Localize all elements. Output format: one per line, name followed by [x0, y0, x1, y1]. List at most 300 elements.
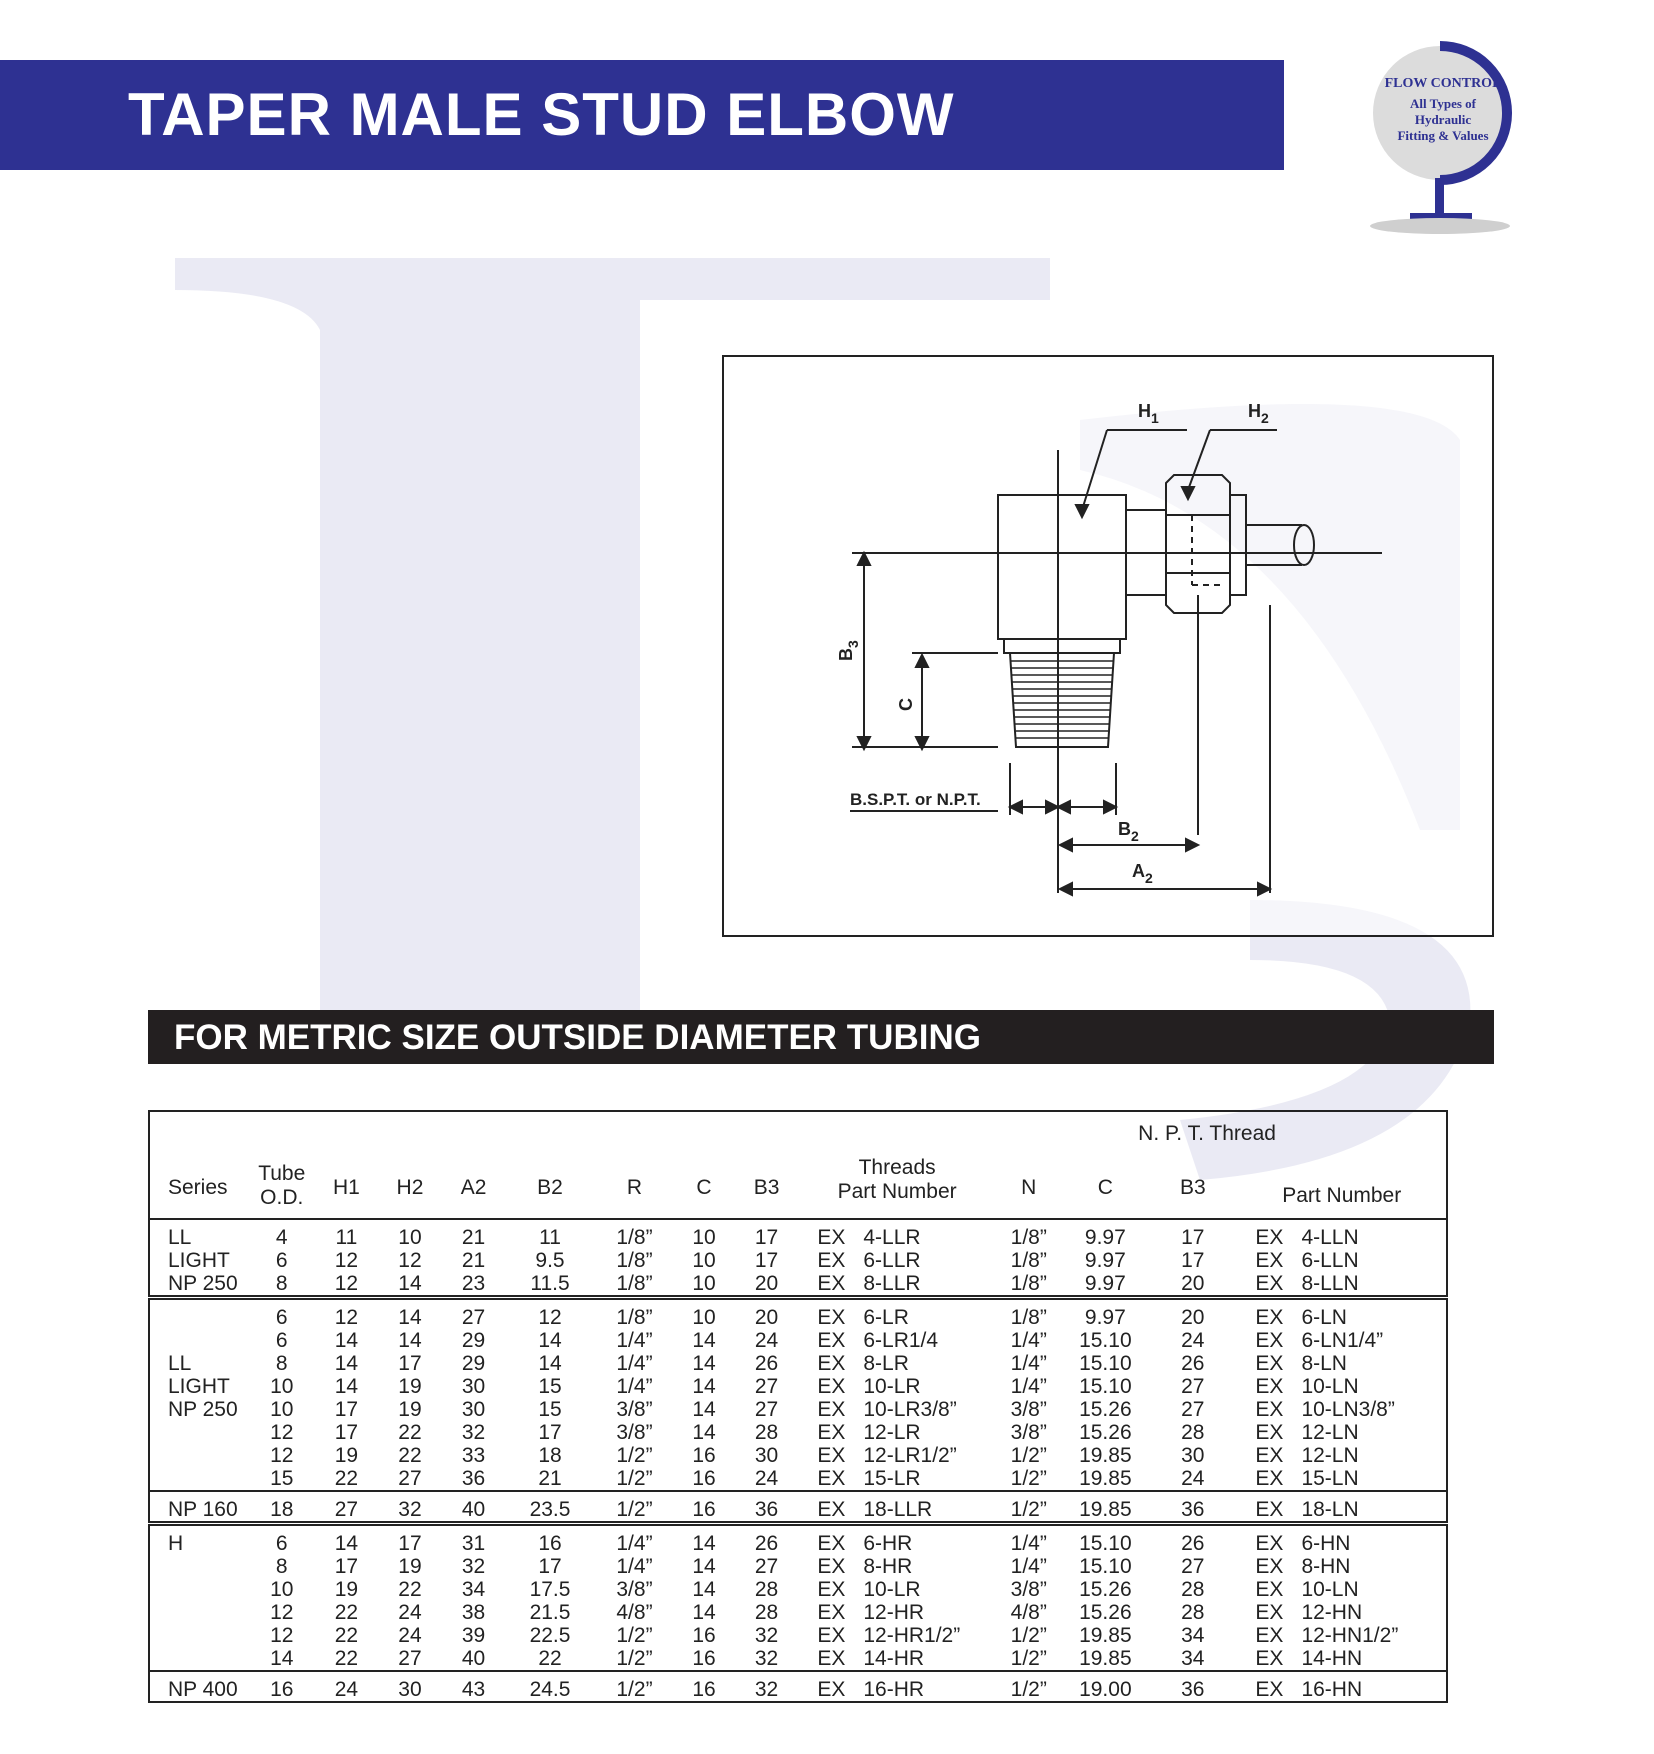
cell-npt-b3: 27 [1181, 1375, 1205, 1398]
col-r: R [626, 1176, 643, 1199]
cell-npt-prefix: EX [1255, 1398, 1284, 1421]
table-body [149, 1219, 1447, 1702]
cell-npt-part: 18-LN [1283, 1491, 1447, 1524]
series-cell: LIGHT [168, 1375, 230, 1398]
cell-npt-c: 9.97 [1084, 1272, 1126, 1295]
table-row [149, 1555, 1447, 1578]
cell-n: 1/4” [995, 1524, 1063, 1556]
cell-c: 14 [692, 1601, 716, 1624]
series-cell [149, 1624, 249, 1647]
cell-b3: 24 [754, 1329, 779, 1352]
series-cell: NP 160 [149, 1491, 249, 1524]
cell-c: 10 [692, 1272, 716, 1295]
series-cell: LL [168, 1226, 192, 1249]
cell-tube-od: 12 [270, 1444, 294, 1467]
col-c: C [696, 1176, 712, 1199]
cell-a2: 29 [461, 1329, 486, 1352]
cell-thread-prefix: EX [817, 1249, 846, 1272]
cell-tube-od: 8 [275, 1352, 288, 1375]
cell-b3: 17 [754, 1249, 779, 1272]
cell-npt-prefix: EX [1255, 1444, 1284, 1467]
cell-r: 1/4” [616, 1555, 653, 1578]
table-header-row [149, 1111, 1447, 1219]
table-row [149, 1671, 1447, 1702]
cell-npt-part: 10-LN [1301, 1375, 1359, 1398]
page-title: TAPER MALE STUD ELBOW [128, 81, 955, 148]
cell-n: 1/2” [995, 1491, 1063, 1524]
cell-npt-c: 15.26 [1079, 1601, 1132, 1624]
cell-b2: 17 [538, 1421, 562, 1444]
cell-npt-prefix: EX [1255, 1352, 1284, 1375]
series-cell: NP 400 [149, 1671, 249, 1702]
cell-thread-part: 18-LLR [845, 1491, 995, 1524]
cell-tube-od: 18 [249, 1491, 315, 1524]
cell-a2: 40 [461, 1647, 486, 1670]
cell-npt-c: 9.97 [1084, 1226, 1126, 1249]
cell-npt-prefix: EX [1237, 1524, 1283, 1556]
series-cell [149, 1555, 249, 1578]
cell-r: 1/4” [616, 1329, 653, 1352]
cell-thread-prefix: EX [817, 1444, 846, 1467]
cell-thread-part: 12-HR1/2” [863, 1624, 961, 1647]
cell-b3: 26 [754, 1352, 779, 1375]
series-cell [149, 1421, 249, 1444]
cell-n: 1/4” [1010, 1329, 1047, 1352]
table-row [149, 1352, 1447, 1375]
cell-npt-b3: 27 [1181, 1398, 1205, 1421]
series-cell [149, 1329, 249, 1352]
cell-thread-prefix: EX [799, 1298, 845, 1330]
cell-tube-od: 6 [249, 1298, 315, 1330]
cell-r: 1/2” [616, 1467, 653, 1490]
cell-b2: 23.5 [505, 1491, 594, 1524]
cell-a2: 30 [461, 1375, 486, 1398]
cell-b2: 18 [538, 1444, 562, 1467]
series-cell: NP 250 [168, 1272, 238, 1295]
cell-b2: 21 [538, 1467, 562, 1490]
cell-thread-part: 12-LR [863, 1421, 921, 1444]
series-cell: H [149, 1524, 249, 1556]
cell-tube-od: 15 [270, 1467, 294, 1490]
cell-npt-b3: 17 [1181, 1226, 1205, 1249]
cell-npt-c: 15.10 [1079, 1352, 1132, 1375]
cell-npt-b3: 34 [1181, 1647, 1205, 1670]
cell-h2: 19 [398, 1555, 422, 1578]
cell-npt-prefix: EX [1255, 1601, 1284, 1624]
cell-npt-prefix: EX [1255, 1578, 1284, 1601]
cell-thread-part: 16-HR [845, 1671, 995, 1702]
cell-h2: 17 [378, 1524, 442, 1556]
series-cell [149, 1298, 249, 1330]
col-b3: B3 [753, 1176, 780, 1199]
cell-thread-part: 6-LR1/4 [863, 1329, 939, 1352]
series-cell [149, 1467, 249, 1491]
cell-thread-prefix: EX [817, 1398, 846, 1421]
cell-npt-c: 9.97 [1063, 1298, 1149, 1330]
cell-npt-prefix: EX [1255, 1272, 1284, 1295]
table-row [149, 1298, 1447, 1330]
cell-npt-prefix: EX [1255, 1421, 1284, 1444]
cell-h1: 12 [315, 1298, 379, 1330]
cell-b3: 28 [754, 1421, 779, 1444]
cell-c: 14 [692, 1555, 716, 1578]
cell-b3: 32 [734, 1671, 800, 1702]
cell-h2: 17 [398, 1352, 422, 1375]
cell-thread-part: 4-LLR [863, 1226, 921, 1249]
col-npt-c: C [1097, 1176, 1113, 1199]
cell-thread-part: 14-HR [863, 1647, 925, 1670]
cell-a2: 21 [461, 1249, 486, 1272]
cell-n: 1/8” [995, 1298, 1063, 1330]
cell-thread-prefix: EX [817, 1272, 846, 1295]
cell-npt-c: 19.85 [1079, 1624, 1132, 1647]
cell-n: 1/8” [1010, 1249, 1047, 1272]
cell-thread-prefix: EX [817, 1375, 846, 1398]
cell-b3: 27 [754, 1375, 779, 1398]
cell-a2: 29 [461, 1352, 486, 1375]
cell-a2: 32 [461, 1555, 486, 1578]
cell-npt-part: 6-HN [1283, 1524, 1447, 1556]
cell-c: 16 [674, 1491, 734, 1524]
series-cell [149, 1601, 249, 1624]
cell-tube-od: 12 [270, 1421, 294, 1444]
label-c: C [896, 698, 916, 711]
cell-npt-c: 19.85 [1079, 1467, 1132, 1490]
cell-r: 1/8” [616, 1249, 653, 1272]
col-a2: A2 [460, 1176, 487, 1199]
cell-c: 14 [674, 1524, 734, 1556]
cell-thread-prefix: EX [817, 1578, 846, 1601]
section-title: FOR METRIC SIZE OUTSIDE DIAMETER TUBING [174, 1018, 981, 1057]
label-h2: $H_2$ [1248, 401, 1269, 426]
cell-r: 4/8” [616, 1601, 653, 1624]
cell-b3: 32 [754, 1647, 779, 1670]
cell-npt-c: 9.97 [1084, 1249, 1126, 1272]
table-row [149, 1647, 1447, 1671]
cell-h2: 22 [398, 1578, 422, 1601]
cell-thread-part: 6-HR [845, 1524, 995, 1556]
cell-b2: 14 [538, 1352, 562, 1375]
cell-b2: 15 [538, 1375, 562, 1398]
label-b3: $B_3$ [836, 640, 861, 661]
cell-thread-part: 10-LR [863, 1375, 921, 1398]
cell-b3: 27 [754, 1398, 779, 1421]
cell-tube-od: 12 [270, 1601, 294, 1624]
cell-thread-prefix: EX [817, 1421, 846, 1444]
cell-npt-part: 6-LN1/4” [1301, 1329, 1384, 1352]
cell-b3: 30 [754, 1444, 779, 1467]
cell-tube-od: 8 [275, 1272, 288, 1295]
col-h2: H2 [396, 1176, 424, 1199]
technical-drawing [722, 355, 1494, 937]
cell-n: 1/4” [1010, 1555, 1047, 1578]
cell-h1: 17 [334, 1555, 359, 1578]
cell-n: 1/2” [1010, 1624, 1047, 1647]
cell-r: 1/2” [595, 1671, 674, 1702]
cell-npt-prefix: EX [1237, 1671, 1283, 1702]
table-row [149, 1624, 1447, 1647]
cell-thread-part: 12-LR1/2” [863, 1444, 957, 1467]
col-threads-part-number: Threads Part Number [837, 1156, 957, 1203]
series-cell: LL [168, 1352, 192, 1375]
cell-thread-prefix: EX [799, 1671, 845, 1702]
cell-tube-od: 6 [249, 1524, 315, 1556]
cell-a2: 43 [442, 1671, 506, 1702]
cell-b3: 28 [754, 1578, 779, 1601]
cell-tube-od: 6 [275, 1249, 288, 1272]
cell-npt-c: 15.10 [1079, 1329, 1132, 1352]
cell-c: 14 [692, 1329, 716, 1352]
cell-thread-prefix: EX [799, 1491, 845, 1524]
cell-h1: 12 [334, 1249, 359, 1272]
cell-npt-part: 8-LN [1301, 1352, 1347, 1375]
table-row [149, 1491, 1447, 1524]
cell-npt-prefix: EX [1255, 1329, 1284, 1352]
cell-n: 1/2” [1010, 1467, 1047, 1490]
table-row [149, 1467, 1447, 1491]
cell-npt-part: 12-HN1/2” [1301, 1624, 1399, 1647]
cell-b3: 17 [754, 1226, 779, 1249]
cell-tube-od: 4 [275, 1226, 288, 1249]
cell-a2: 21 [461, 1226, 486, 1249]
cell-r: 1/4” [595, 1524, 674, 1556]
cell-npt-b3: 20 [1148, 1298, 1237, 1330]
table-row [149, 1578, 1447, 1601]
cell-r: 3/8” [616, 1578, 653, 1601]
cell-npt-prefix: EX [1255, 1467, 1284, 1490]
cell-npt-b3: 36 [1148, 1491, 1237, 1524]
cell-npt-b3: 28 [1181, 1601, 1205, 1624]
label-a2: $A_2$ [1132, 861, 1153, 886]
label-thread-type: B.S.P.T. or N.P.T. [850, 790, 981, 809]
cell-npt-part: 12-LN [1301, 1444, 1359, 1467]
cell-b3: 36 [734, 1491, 800, 1524]
cell-npt-prefix: EX [1237, 1298, 1283, 1330]
cell-n: 1/2” [995, 1671, 1063, 1702]
cell-npt-c: 15.26 [1079, 1578, 1132, 1601]
cell-thread-part: 8-HR [863, 1555, 913, 1578]
cell-b3: 26 [734, 1524, 800, 1556]
cell-h2: 14 [378, 1298, 442, 1330]
cell-b3: 28 [754, 1601, 779, 1624]
cell-npt-part: 4-LLN [1301, 1226, 1359, 1249]
cell-npt-b3: 27 [1181, 1555, 1205, 1578]
cell-npt-c: 19.85 [1063, 1491, 1149, 1524]
cell-c: 10 [674, 1298, 734, 1330]
col-b2: B2 [537, 1176, 563, 1199]
cell-npt-b3: 34 [1181, 1624, 1205, 1647]
cell-r: 1/4” [616, 1375, 653, 1398]
cell-npt-part: 8-HN [1301, 1555, 1351, 1578]
table-row [149, 1398, 1447, 1421]
cell-npt-part: 6-LN [1283, 1298, 1447, 1330]
table-row [149, 1219, 1447, 1249]
cell-h1: 19 [334, 1578, 359, 1601]
cell-h1: 22 [334, 1647, 359, 1670]
col-tube-od: Tube O.D. [258, 1162, 306, 1209]
cell-npt-prefix: EX [1255, 1624, 1284, 1647]
cell-b3: 20 [734, 1298, 800, 1330]
cell-h2: 10 [398, 1226, 422, 1249]
cell-r: 1/8” [616, 1272, 653, 1295]
cell-h2: 19 [398, 1375, 422, 1398]
table-row [149, 1329, 1447, 1352]
cell-tube-od: 14 [270, 1647, 294, 1670]
cell-npt-part: 16-HN [1283, 1671, 1447, 1702]
cell-h1: 12 [334, 1272, 359, 1295]
cell-thread-prefix: EX [817, 1226, 846, 1249]
cell-npt-prefix: EX [1255, 1555, 1284, 1578]
cell-thread-prefix: EX [817, 1647, 846, 1670]
cell-a2: 27 [442, 1298, 506, 1330]
cell-h1: 22 [334, 1624, 359, 1647]
cell-a2: 38 [461, 1601, 486, 1624]
cell-b3: 24 [754, 1467, 779, 1490]
cell-b2: 24.5 [505, 1671, 594, 1702]
cell-thread-part: 8-LR [863, 1352, 909, 1375]
cell-h2: 27 [398, 1467, 422, 1490]
cell-npt-b3: 24 [1181, 1329, 1205, 1352]
cell-b2: 16 [505, 1524, 594, 1556]
cell-b2: 17 [538, 1555, 562, 1578]
cell-a2: 31 [442, 1524, 506, 1556]
cell-npt-part: 15-LN [1301, 1467, 1359, 1490]
col-npt-b3: N. P. T. Thread B3 [1138, 1122, 1276, 1199]
cell-a2: 34 [461, 1578, 486, 1601]
cell-b3: 27 [754, 1555, 779, 1578]
cell-n: 3/8” [1010, 1578, 1047, 1601]
cell-a2: 36 [461, 1467, 486, 1490]
cell-a2: 32 [461, 1421, 486, 1444]
cell-r: 1/8” [616, 1226, 653, 1249]
cell-thread-part: 6-LLR [863, 1249, 921, 1272]
cell-b2: 17.5 [529, 1578, 571, 1601]
cell-thread-prefix: EX [817, 1352, 846, 1375]
cell-npt-b3: 17 [1181, 1249, 1205, 1272]
cell-npt-c: 19.85 [1079, 1444, 1132, 1467]
cell-npt-b3: 36 [1148, 1671, 1237, 1702]
cell-h1: 14 [334, 1329, 359, 1352]
cell-c: 14 [692, 1421, 716, 1444]
table-row [149, 1375, 1447, 1398]
cell-b2: 11.5 [530, 1272, 570, 1295]
cell-h2: 27 [398, 1647, 422, 1670]
cell-n: 3/8” [1010, 1421, 1047, 1444]
cell-b3: 20 [754, 1272, 779, 1295]
table-row [149, 1272, 1447, 1298]
table-row [149, 1601, 1447, 1624]
cell-a2: 23 [461, 1272, 486, 1295]
cell-npt-c: 15.10 [1063, 1524, 1149, 1556]
cell-b2: 22 [538, 1647, 562, 1670]
cell-h2: 22 [398, 1421, 422, 1444]
table-row [149, 1249, 1447, 1272]
cell-npt-prefix: EX [1237, 1491, 1283, 1524]
logo-tagline: All Types of Hydraulic Fitting & Values [1397, 96, 1489, 143]
cell-npt-part: 8-LLN [1301, 1272, 1359, 1295]
cell-tube-od: 16 [249, 1671, 315, 1702]
cell-h2: 12 [398, 1249, 422, 1272]
label-b2: $B_2$ [1118, 819, 1139, 844]
cell-thread-prefix: EX [817, 1467, 846, 1490]
cell-h2: 14 [398, 1272, 422, 1295]
cell-c: 14 [692, 1375, 716, 1398]
cell-thread-part: 6-LR [845, 1298, 995, 1330]
cell-npt-b3: 26 [1148, 1524, 1237, 1556]
cell-thread-part: 15-LR [863, 1467, 921, 1490]
label-h1: $H_1$ [1138, 401, 1159, 426]
cell-thread-part: 8-LLR [863, 1272, 921, 1295]
cell-a2: 30 [461, 1398, 486, 1421]
cell-tube-od: 8 [275, 1555, 288, 1578]
cell-h1: 22 [334, 1467, 359, 1490]
cell-b3: 32 [754, 1624, 779, 1647]
col-n: N [1021, 1176, 1037, 1199]
cell-thread-prefix: EX [817, 1601, 846, 1624]
table-row [149, 1444, 1447, 1467]
cell-c: 16 [692, 1444, 716, 1467]
cell-h2: 22 [398, 1444, 422, 1467]
cell-thread-prefix: EX [817, 1555, 846, 1578]
cell-npt-prefix: EX [1255, 1226, 1284, 1249]
cell-npt-prefix: EX [1255, 1647, 1284, 1670]
cell-n: 1/2” [1010, 1647, 1047, 1670]
cell-npt-part: 10-LN [1301, 1578, 1359, 1601]
cell-h2: 24 [398, 1624, 422, 1647]
cell-r: 1/2” [616, 1647, 653, 1670]
cell-h2: 19 [398, 1398, 422, 1421]
cell-c: 14 [692, 1352, 716, 1375]
cell-npt-part: 10-LN3/8” [1301, 1398, 1395, 1421]
cell-r: 1/2” [595, 1491, 674, 1524]
cell-h1: 14 [334, 1352, 359, 1375]
cell-c: 10 [692, 1226, 716, 1249]
col-npt-part-number: Part Number [1282, 1184, 1402, 1207]
cell-r: 3/8” [616, 1398, 653, 1421]
cell-npt-b3: 26 [1181, 1352, 1205, 1375]
cell-c: 16 [692, 1647, 716, 1670]
cell-h1: 22 [334, 1601, 359, 1624]
cell-b2: 14 [538, 1329, 562, 1352]
cell-a2: 33 [461, 1444, 486, 1467]
cell-n: 1/8” [1010, 1226, 1047, 1249]
cell-n: 1/8” [1010, 1272, 1047, 1295]
cell-thread-prefix: EX [817, 1624, 846, 1647]
npt-thread-group-label: N. P. T. Thread [1138, 1122, 1276, 1145]
cell-thread-prefix: EX [799, 1524, 845, 1556]
spec-table [148, 1110, 1448, 1703]
series-cell [149, 1647, 249, 1671]
cell-b2: 21.5 [529, 1601, 571, 1624]
cell-b2: 22.5 [529, 1624, 571, 1647]
cell-npt-b3: 30 [1181, 1444, 1205, 1467]
cell-thread-prefix: EX [817, 1329, 846, 1352]
cell-b2: 11 [539, 1226, 561, 1249]
cell-c: 16 [692, 1467, 716, 1490]
cell-h1: 14 [334, 1375, 359, 1398]
cell-tube-od: 10 [270, 1375, 294, 1398]
cell-c: 16 [674, 1671, 734, 1702]
cell-a2: 39 [461, 1624, 486, 1647]
col-series: Series [168, 1176, 228, 1199]
cell-h1: 17 [334, 1421, 359, 1444]
table-row [149, 1524, 1447, 1556]
cell-b2: 12 [505, 1298, 594, 1330]
series-cell: LIGHT [168, 1249, 230, 1272]
cell-thread-part: 12-HR [863, 1601, 925, 1624]
cell-r: 3/8” [616, 1421, 653, 1444]
title-band [0, 60, 1284, 170]
